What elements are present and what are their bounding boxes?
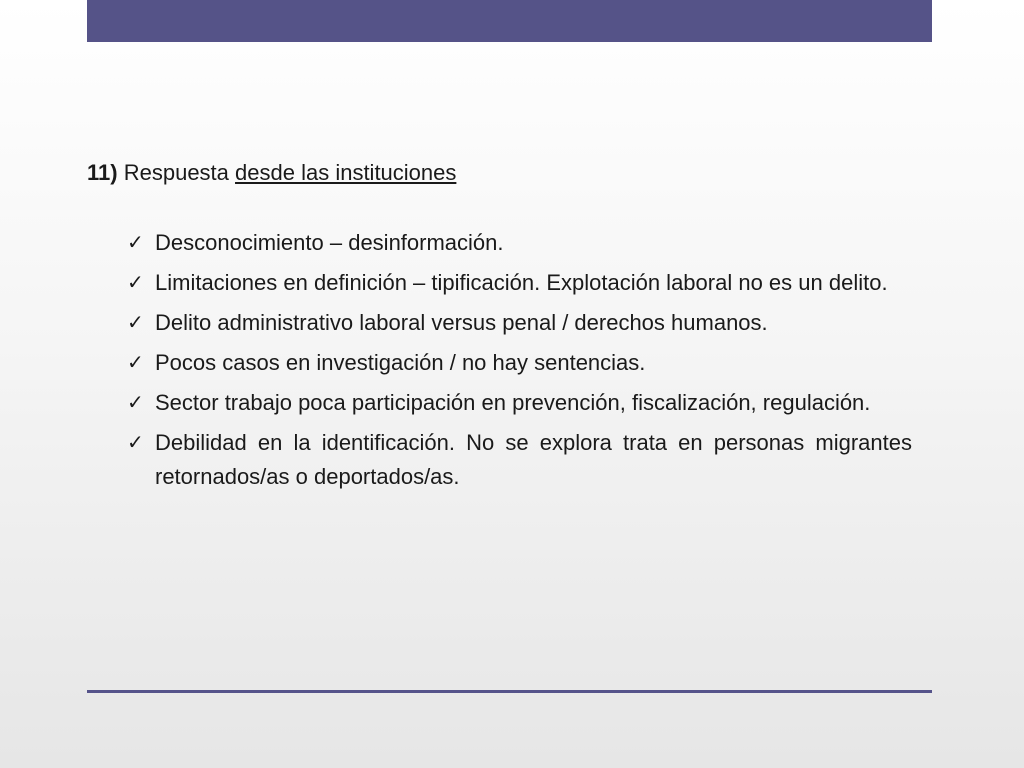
slide-content	[87, 156, 912, 500]
footer-divider	[87, 690, 932, 693]
list-item	[127, 266, 912, 300]
checkmark-icon: ✓	[127, 352, 144, 374]
list-item	[127, 426, 912, 494]
list-item	[127, 226, 912, 260]
heading-text: Respuesta	[123, 160, 229, 185]
checkmark-icon: ✓	[127, 272, 144, 294]
list-item	[127, 386, 912, 420]
list-item-text: Debilidad en la identificación. No se explora trata en personas migrantes retornados/as o deportados/as.	[155, 430, 912, 489]
list-item-text: Limitaciones en definición – tipificación. Explotación laboral no es un delito.	[155, 270, 888, 295]
header-accent-bar	[87, 0, 932, 42]
list-item	[127, 346, 912, 380]
bullet-list	[87, 226, 912, 494]
list-item-text: Pocos casos en investigación / no hay sentencias.	[155, 350, 646, 375]
list-item	[127, 306, 912, 340]
heading-underlined-text: desde las instituciones	[235, 160, 457, 185]
list-item-text: Delito administrativo laboral versus penal / derechos humanos.	[155, 310, 768, 335]
slide-heading	[87, 156, 912, 190]
checkmark-icon: ✓	[127, 432, 144, 454]
checkmark-icon: ✓	[127, 392, 144, 414]
list-item-text: Desconocimiento – desinformación.	[155, 230, 504, 255]
checkmark-icon: ✓	[127, 232, 144, 254]
checkmark-icon: ✓	[127, 312, 144, 334]
heading-number: 11)	[87, 160, 118, 185]
list-item-text: Sector trabajo poca participación en prevención, fiscalización, regulación.	[155, 390, 871, 415]
